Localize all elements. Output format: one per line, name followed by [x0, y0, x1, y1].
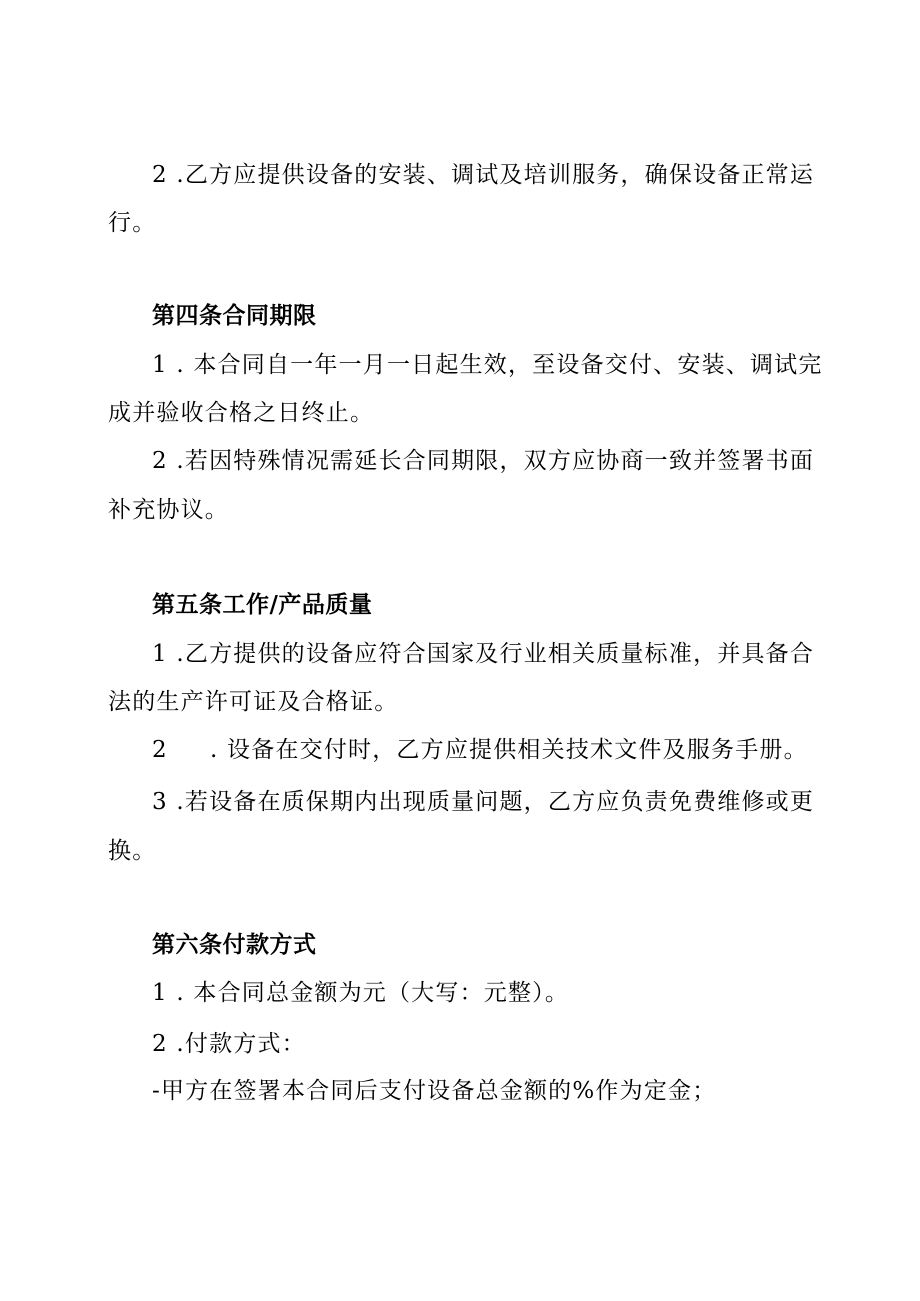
- paragraph-line: 法的生产许可证及合格证。: [108, 689, 399, 715]
- paragraph-line: [152, 735, 808, 765]
- item-number: 2: [152, 448, 168, 474]
- paragraph-line: 成并验收合格之日终止。: [108, 400, 375, 426]
- item-text: .付款方式：: [176, 1031, 306, 1057]
- paragraph-line: 换。: [108, 838, 157, 864]
- paragraph-line: 行。: [108, 210, 157, 236]
- item-number: 2: [152, 1031, 168, 1057]
- paragraph-line: [152, 639, 814, 669]
- paragraph-line: [152, 978, 569, 1008]
- paragraph-line: [152, 787, 814, 817]
- paragraph-line: [152, 1029, 306, 1059]
- section-heading: 第四条合同期限: [152, 302, 317, 329]
- item-text: . 设备在交付时，乙方应提供相关技术文件及服务手册。: [210, 737, 808, 763]
- paragraph-line: [152, 446, 814, 476]
- section-heading: 第六条付款方式: [152, 931, 317, 958]
- paragraph-line: 补充协议。: [108, 497, 229, 523]
- item-text: .若因特殊情况需延长合同期限，双方应协商一致并签署书面: [176, 448, 815, 474]
- item-number: 1: [152, 352, 168, 378]
- paragraph-line: [152, 350, 823, 380]
- item-number: 1: [152, 980, 168, 1006]
- section-heading: 第五条工作/产品质量: [152, 591, 373, 618]
- item-text: . 本合同总金额为元（大写：元整）。: [176, 980, 570, 1006]
- item-number: 2: [152, 162, 168, 188]
- item-text: .乙方提供的设备应符合国家及行业相关质量标准，并具备合: [176, 641, 815, 667]
- item-text: .乙方应提供设备的安装、调试及培训服务，确保设备正常运: [176, 162, 815, 188]
- item-number: 1: [152, 641, 168, 667]
- item-text: .若设备在质保期内出现质量问题，乙方应负责免费维修或更: [176, 789, 815, 815]
- paragraph-line: [152, 160, 814, 190]
- item-text: . 本合同自一年一月一日起生效，至设备交付、安装、调试完: [176, 352, 823, 378]
- paragraph-line: -甲方在签署本合同后支付设备总金额的%作为定金；: [152, 1078, 717, 1104]
- item-number: 2: [152, 737, 168, 763]
- item-number: 3: [152, 789, 168, 815]
